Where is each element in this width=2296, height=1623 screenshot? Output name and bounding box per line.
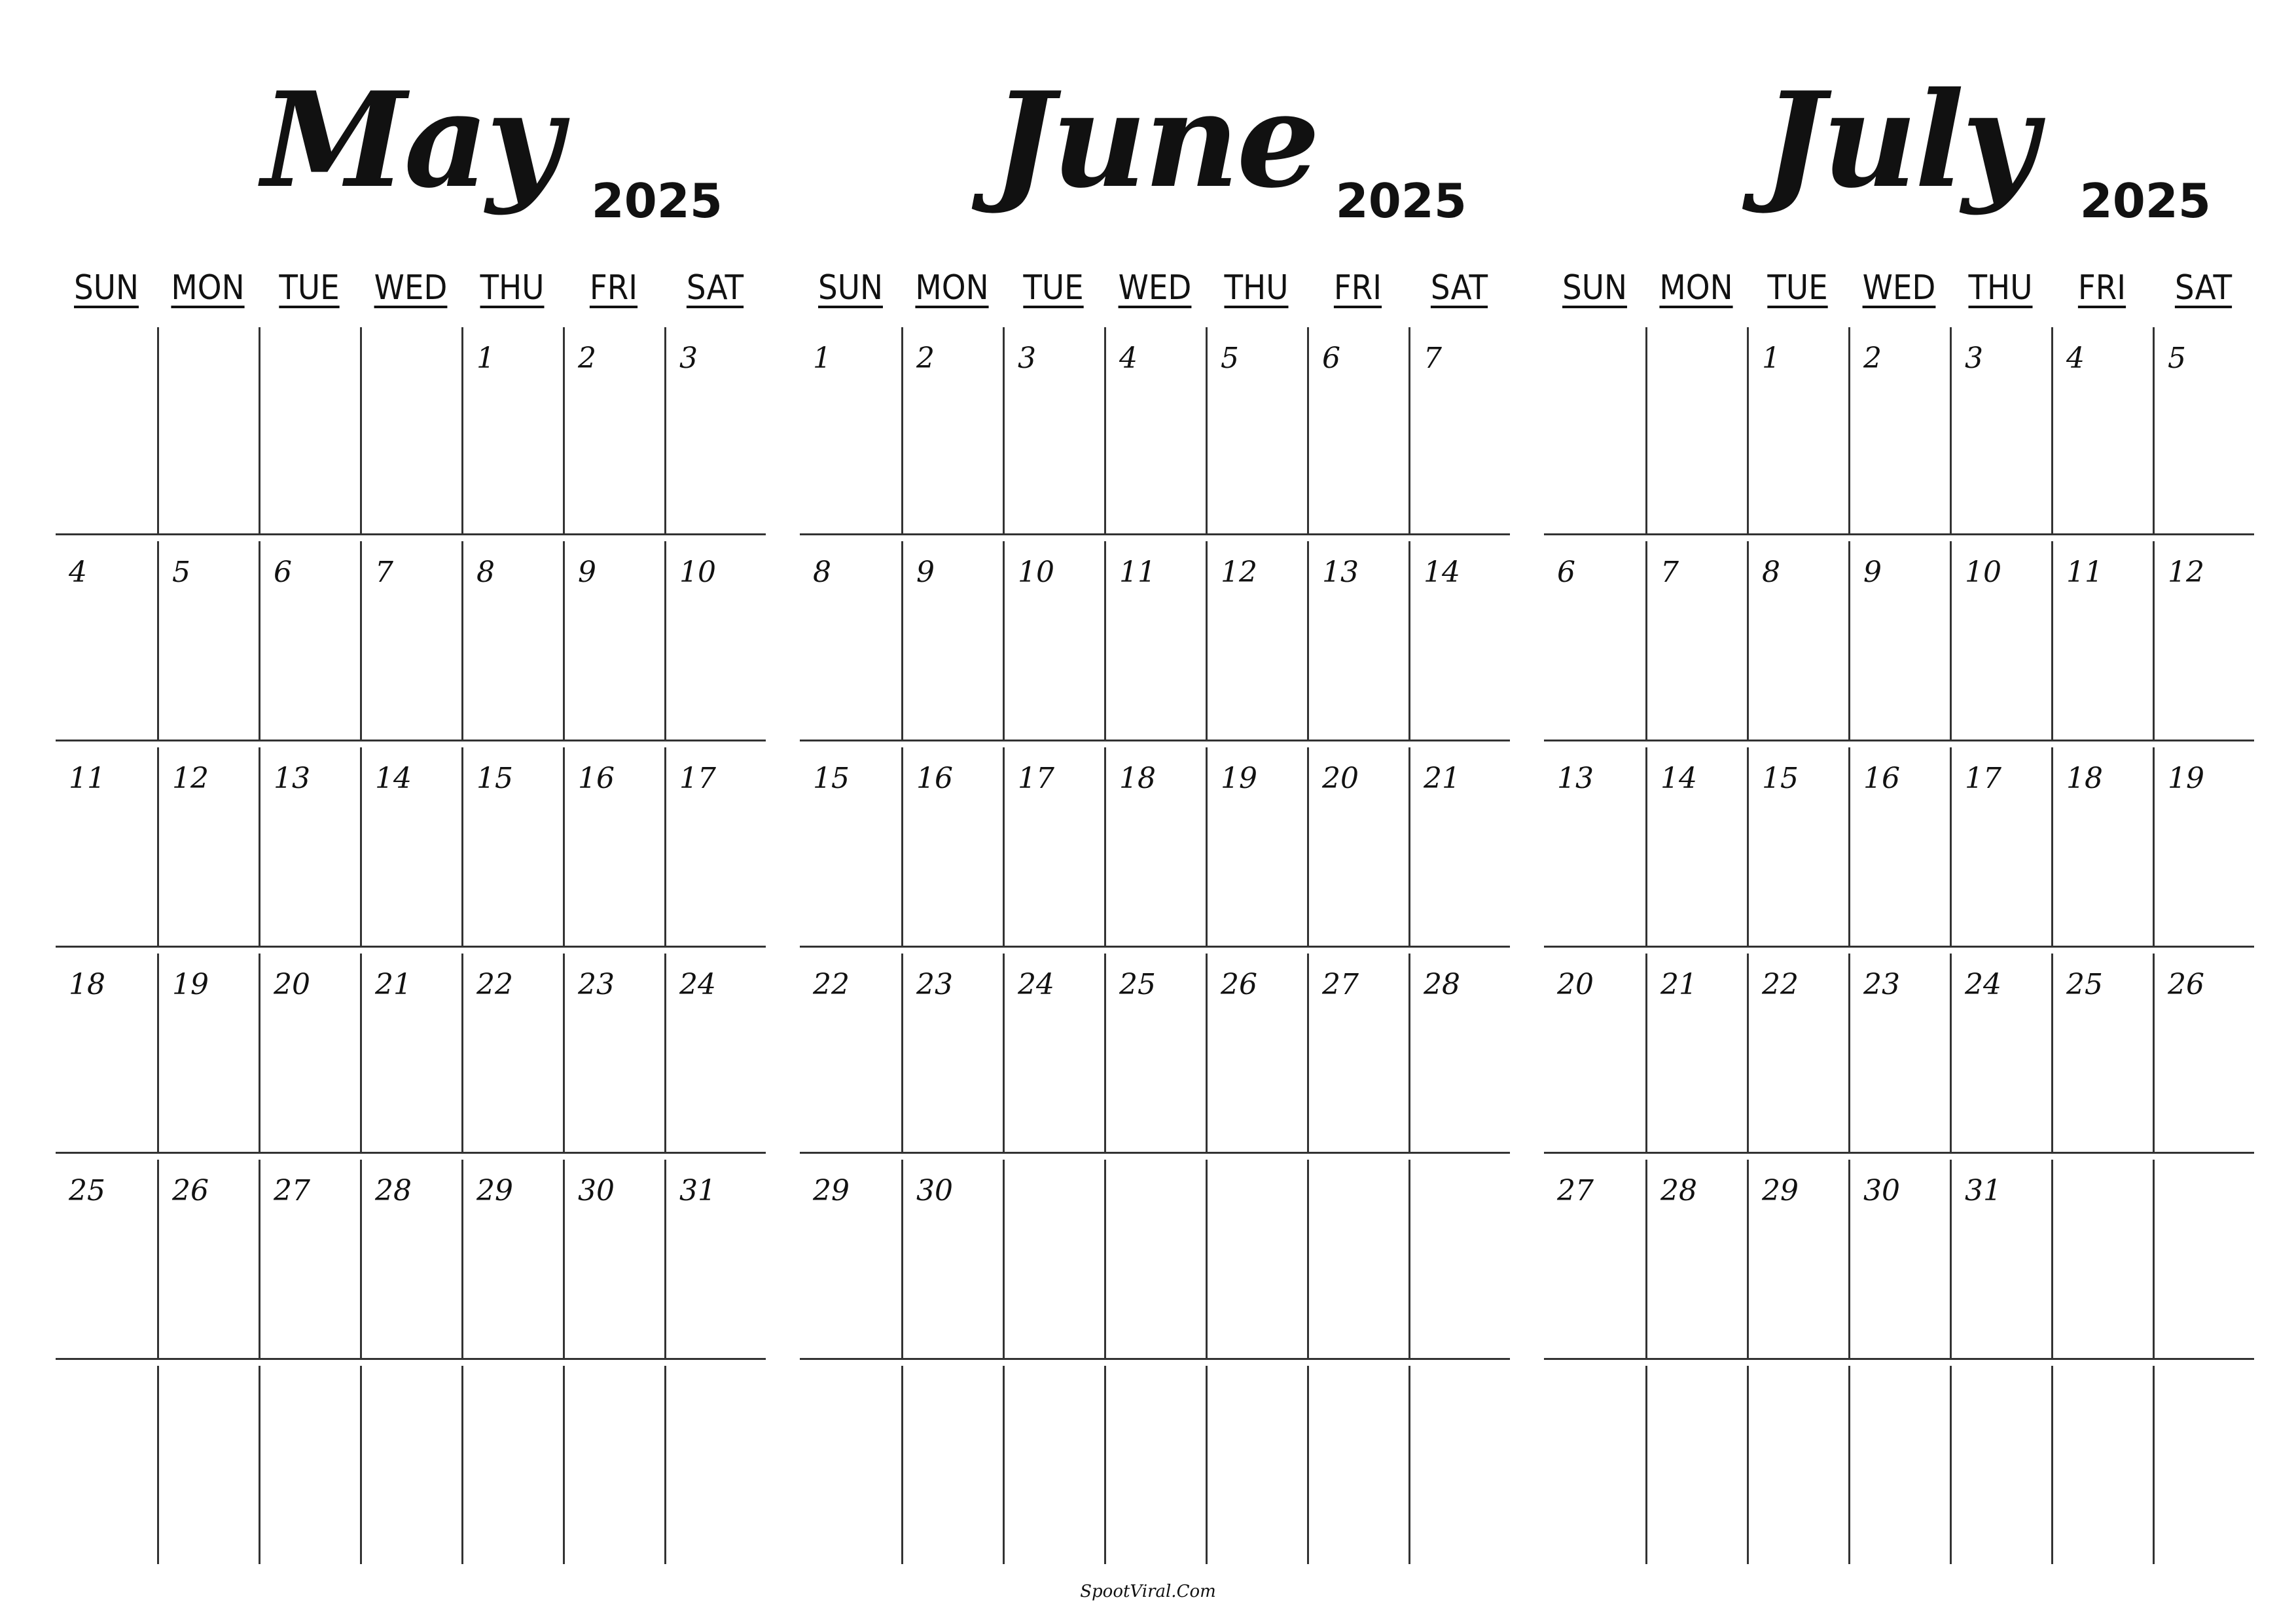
day-number: 25 — [69, 1174, 105, 1207]
day-number: 23 — [916, 968, 953, 1001]
day-cell[interactable] — [360, 1160, 461, 1358]
day-number: 18 — [1119, 762, 1156, 795]
day-cell[interactable] — [1544, 1366, 1645, 1564]
weekday-label: FRI — [589, 268, 638, 308]
day-number: 5 — [172, 556, 190, 589]
day-number: 13 — [274, 762, 310, 795]
weekday-wed — [1104, 265, 1206, 311]
day-cell[interactable] — [1408, 1366, 1510, 1564]
day-cell[interactable] — [2051, 327, 2153, 533]
day-cell[interactable] — [259, 747, 360, 946]
day-cell[interactable] — [157, 327, 259, 533]
weekday-wed — [1848, 265, 1950, 311]
weekday-label: MON — [171, 268, 245, 308]
day-cell[interactable] — [1307, 541, 1408, 740]
day-cell[interactable] — [2051, 954, 2153, 1152]
row-divider — [1544, 740, 2254, 741]
day-number: 8 — [476, 556, 495, 589]
day-cell[interactable] — [56, 327, 157, 533]
day-cell[interactable] — [1645, 327, 1747, 533]
day-cell[interactable] — [1307, 1366, 1408, 1564]
day-number: 1 — [1762, 342, 1780, 375]
day-cell[interactable] — [259, 954, 360, 1152]
weekday-label: FRI — [1333, 268, 1382, 308]
day-number: 7 — [1660, 556, 1679, 589]
day-cell[interactable] — [800, 327, 901, 533]
day-number: 10 — [1018, 556, 1054, 589]
day-cell[interactable] — [360, 1366, 461, 1564]
row-divider — [56, 946, 766, 948]
day-cell[interactable] — [56, 1160, 157, 1358]
weekday-tue — [1003, 265, 1104, 311]
month-title: May — [261, 63, 560, 217]
day-number: 20 — [274, 968, 310, 1001]
weekday-sat — [2153, 265, 2254, 311]
day-number: 29 — [1762, 1174, 1799, 1207]
day-cell[interactable] — [2153, 541, 2254, 740]
weekday-label: THU — [1968, 268, 2033, 308]
day-number: 15 — [476, 762, 513, 795]
day-cell[interactable] — [56, 954, 157, 1152]
day-cell[interactable] — [1747, 541, 1848, 740]
day-cell[interactable] — [1747, 1366, 1848, 1564]
day-cell[interactable] — [901, 747, 1003, 946]
day-cell[interactable] — [1848, 1160, 1950, 1358]
day-cell[interactable] — [1848, 541, 1950, 740]
day-cell[interactable] — [461, 541, 563, 740]
day-number: 26 — [2168, 968, 2204, 1001]
weekday-mon — [901, 265, 1003, 311]
day-number: 27 — [274, 1174, 310, 1207]
row-divider — [800, 740, 1510, 741]
weekday-fri — [1307, 265, 1408, 311]
day-cell[interactable] — [1104, 954, 1206, 1152]
day-cell[interactable] — [360, 747, 461, 946]
day-number: 15 — [813, 762, 850, 795]
day-cell[interactable] — [1645, 954, 1747, 1152]
day-cell[interactable] — [1544, 1160, 1645, 1358]
day-cell[interactable] — [259, 1160, 360, 1358]
day-cell[interactable] — [2153, 954, 2254, 1152]
day-cell[interactable] — [664, 747, 766, 946]
weekday-label: TUE — [1767, 268, 1828, 308]
day-number: 25 — [2066, 968, 2103, 1001]
day-number: 21 — [1424, 762, 1460, 795]
day-cell[interactable] — [563, 1160, 664, 1358]
weekday-label: MON — [1659, 268, 1733, 308]
row-divider — [1544, 1358, 2254, 1360]
day-number: 12 — [1221, 556, 1257, 589]
weekday-label: SUN — [74, 268, 139, 308]
weekday-label: WED — [1862, 268, 1936, 308]
day-cell[interactable] — [563, 747, 664, 946]
day-cell[interactable] — [1307, 747, 1408, 946]
day-number: 5 — [2168, 342, 2186, 375]
row-divider — [1544, 946, 2254, 948]
month-may — [56, 0, 766, 1623]
day-number: 3 — [1965, 342, 1983, 375]
day-cell[interactable] — [157, 954, 259, 1152]
day-number: 16 — [1863, 762, 1900, 795]
weekday-sat — [664, 265, 766, 311]
day-cell[interactable] — [1747, 1160, 1848, 1358]
day-cell[interactable] — [1544, 541, 1645, 740]
weekday-label: FRI — [2077, 268, 2126, 308]
day-cell[interactable] — [664, 327, 766, 533]
day-number: 4 — [1119, 342, 1138, 375]
day-cell[interactable] — [1206, 1160, 1307, 1358]
month-title: July — [1763, 63, 2036, 217]
day-number: 4 — [69, 556, 87, 589]
weekday-label: TUE — [279, 268, 340, 308]
day-number: 2 — [1863, 342, 1882, 375]
weekday-header — [800, 265, 1510, 317]
day-cell[interactable] — [1950, 327, 2051, 533]
day-cell[interactable] — [360, 541, 461, 740]
day-number: 18 — [2066, 762, 2103, 795]
row-divider — [800, 946, 1510, 948]
day-cell[interactable] — [259, 1366, 360, 1564]
month-june — [800, 0, 1510, 1623]
day-cell[interactable] — [157, 1366, 259, 1564]
day-cell[interactable] — [2051, 1160, 2153, 1358]
weekday-thu — [1950, 265, 2051, 311]
weekday-sun — [800, 265, 901, 311]
day-cell[interactable] — [1307, 327, 1408, 533]
day-number: 21 — [1660, 968, 1697, 1001]
day-number: 14 — [375, 762, 412, 795]
month-year: 2025 — [1335, 173, 1467, 228]
day-cell[interactable] — [1950, 747, 2051, 946]
day-number: 6 — [1322, 342, 1340, 375]
day-number: 24 — [1965, 968, 2001, 1001]
day-cell[interactable] — [563, 541, 664, 740]
day-cell[interactable] — [1104, 1160, 1206, 1358]
day-number: 10 — [679, 556, 716, 589]
day-number: 2 — [916, 342, 935, 375]
day-cell[interactable] — [800, 541, 901, 740]
day-cell[interactable] — [800, 1366, 901, 1564]
day-cell[interactable] — [1848, 747, 1950, 946]
day-grid — [1544, 327, 2254, 1571]
day-number: 11 — [69, 762, 105, 795]
day-cell[interactable] — [1950, 1160, 2051, 1358]
day-number: 21 — [375, 968, 412, 1001]
day-number: 19 — [1221, 762, 1257, 795]
day-cell[interactable] — [1206, 541, 1307, 740]
day-cell[interactable] — [1003, 747, 1104, 946]
day-number: 17 — [1965, 762, 2001, 795]
row-divider — [800, 1358, 1510, 1360]
day-cell[interactable] — [56, 1366, 157, 1564]
day-cell[interactable] — [1104, 747, 1206, 946]
day-cell[interactable] — [1104, 327, 1206, 533]
day-cell[interactable] — [1206, 747, 1307, 946]
weekday-sun — [56, 265, 157, 311]
day-number: 5 — [1221, 342, 1239, 375]
month-title: June — [992, 63, 1318, 217]
day-cell[interactable] — [1747, 954, 1848, 1152]
day-cell[interactable] — [1206, 954, 1307, 1152]
day-number: 26 — [1221, 968, 1257, 1001]
day-number: 16 — [578, 762, 615, 795]
row-divider — [56, 1152, 766, 1154]
month-july — [1544, 0, 2254, 1623]
weekday-label: THU — [480, 268, 545, 308]
day-cell[interactable] — [1307, 954, 1408, 1152]
day-number: 12 — [2168, 556, 2204, 589]
day-number: 8 — [813, 556, 831, 589]
day-cell[interactable] — [2153, 327, 2254, 533]
weekday-sun — [1544, 265, 1645, 311]
day-cell[interactable] — [1003, 1366, 1104, 1564]
day-cell[interactable] — [1645, 1366, 1747, 1564]
day-number: 17 — [1018, 762, 1054, 795]
day-cell[interactable] — [461, 747, 563, 946]
weekday-label: THU — [1224, 268, 1289, 308]
day-number: 23 — [1863, 968, 1900, 1001]
day-cell[interactable] — [1003, 954, 1104, 1152]
weekday-label: MON — [915, 268, 989, 308]
day-number: 25 — [1119, 968, 1156, 1001]
weekday-label: TUE — [1023, 268, 1084, 308]
weekday-mon — [1645, 265, 1747, 311]
day-cell[interactable] — [664, 541, 766, 740]
day-cell[interactable] — [1408, 747, 1510, 946]
day-number: 1 — [813, 342, 831, 375]
day-cell[interactable] — [360, 327, 461, 533]
day-number: 4 — [2066, 342, 2085, 375]
day-cell[interactable] — [461, 954, 563, 1152]
day-cell[interactable] — [901, 1366, 1003, 1564]
row-divider — [800, 533, 1510, 535]
weekday-label: SUN — [818, 268, 883, 308]
day-cell[interactable] — [1950, 541, 2051, 740]
row-divider — [1544, 1152, 2254, 1154]
day-cell[interactable] — [1206, 327, 1307, 533]
day-number: 8 — [1762, 556, 1780, 589]
day-cell[interactable] — [901, 954, 1003, 1152]
row-divider — [56, 740, 766, 741]
day-number: 22 — [1762, 968, 1799, 1001]
day-cell[interactable] — [563, 327, 664, 533]
day-number: 3 — [679, 342, 698, 375]
day-number: 23 — [578, 968, 615, 1001]
day-number: 31 — [679, 1174, 716, 1207]
row-divider — [800, 1152, 1510, 1154]
day-number: 17 — [679, 762, 716, 795]
day-cell[interactable] — [1950, 954, 2051, 1152]
day-number: 7 — [1424, 342, 1442, 375]
day-cell[interactable] — [1645, 1160, 1747, 1358]
day-number: 27 — [1557, 1174, 1594, 1207]
weekday-label: SUN — [1562, 268, 1627, 308]
day-cell[interactable] — [1848, 327, 1950, 533]
month-year: 2025 — [591, 173, 723, 228]
day-number: 13 — [1322, 556, 1359, 589]
day-cell[interactable] — [1645, 747, 1747, 946]
weekday-label: SAT — [1430, 268, 1488, 308]
weekday-tue — [1747, 265, 1848, 311]
day-cell[interactable] — [2153, 1160, 2254, 1358]
weekday-label: SAT — [686, 268, 744, 308]
day-cell[interactable] — [1544, 954, 1645, 1152]
day-number: 30 — [578, 1174, 615, 1207]
day-number: 24 — [1018, 968, 1054, 1001]
day-number: 29 — [476, 1174, 513, 1207]
day-number: 11 — [1119, 556, 1156, 589]
day-number: 12 — [172, 762, 209, 795]
day-number: 22 — [476, 968, 513, 1001]
day-number: 11 — [2066, 556, 2103, 589]
month-year: 2025 — [2079, 173, 2211, 228]
day-cell[interactable] — [461, 327, 563, 533]
day-cell[interactable] — [360, 954, 461, 1152]
day-cell[interactable] — [1848, 954, 1950, 1152]
day-cell[interactable] — [56, 541, 157, 740]
weekday-fri — [563, 265, 664, 311]
day-cell[interactable] — [1408, 541, 1510, 740]
day-number: 9 — [578, 556, 596, 589]
weekday-thu — [1206, 265, 1307, 311]
day-number: 28 — [375, 1174, 412, 1207]
day-cell[interactable] — [1408, 327, 1510, 533]
day-cell[interactable] — [2153, 1366, 2254, 1564]
day-number: 3 — [1018, 342, 1036, 375]
weekday-label: SAT — [2174, 268, 2233, 308]
day-cell[interactable] — [259, 541, 360, 740]
day-cell[interactable] — [2051, 747, 2153, 946]
day-cell[interactable] — [664, 954, 766, 1152]
day-number: 18 — [69, 968, 105, 1001]
day-number: 19 — [2168, 762, 2204, 795]
day-cell[interactable] — [1003, 541, 1104, 740]
day-number: 6 — [1557, 556, 1575, 589]
day-number: 13 — [1557, 762, 1594, 795]
day-cell[interactable] — [664, 1366, 766, 1564]
day-number: 24 — [679, 968, 716, 1001]
day-cell[interactable] — [2153, 747, 2254, 946]
day-number: 31 — [1965, 1174, 2001, 1207]
row-divider — [56, 533, 766, 535]
day-number: 27 — [1322, 968, 1359, 1001]
weekday-fri — [2051, 265, 2153, 311]
day-number: 14 — [1660, 762, 1697, 795]
weekday-mon — [157, 265, 259, 311]
day-cell[interactable] — [901, 1160, 1003, 1358]
day-cell[interactable] — [1206, 1366, 1307, 1564]
day-cell[interactable] — [1544, 327, 1645, 533]
day-cell[interactable] — [1307, 1160, 1408, 1358]
day-number: 30 — [1863, 1174, 1900, 1207]
weekday-tue — [259, 265, 360, 311]
day-cell[interactable] — [1408, 1160, 1510, 1358]
day-cell[interactable] — [563, 1366, 664, 1564]
day-number: 14 — [1424, 556, 1460, 589]
row-divider — [1544, 533, 2254, 535]
weekday-label: WED — [374, 268, 448, 308]
day-cell[interactable] — [1747, 327, 1848, 533]
day-grid — [800, 327, 1510, 1571]
day-cell[interactable] — [461, 1366, 563, 1564]
day-number: 30 — [916, 1174, 953, 1207]
day-cell[interactable] — [1848, 1366, 1950, 1564]
day-cell[interactable] — [2051, 1366, 2153, 1564]
day-number: 6 — [274, 556, 292, 589]
day-cell[interactable] — [1104, 541, 1206, 740]
day-number: 19 — [172, 968, 209, 1001]
day-number: 28 — [1424, 968, 1460, 1001]
day-grid — [56, 327, 766, 1571]
day-cell[interactable] — [901, 541, 1003, 740]
day-number: 1 — [476, 342, 495, 375]
day-number: 29 — [813, 1174, 850, 1207]
day-cell[interactable] — [56, 747, 157, 946]
day-number: 16 — [916, 762, 953, 795]
day-number: 20 — [1557, 968, 1594, 1001]
day-cell[interactable] — [901, 327, 1003, 533]
day-cell[interactable] — [2051, 541, 2153, 740]
day-cell[interactable] — [157, 747, 259, 946]
day-number: 9 — [916, 556, 935, 589]
day-cell[interactable] — [461, 1160, 563, 1358]
day-number: 10 — [1965, 556, 2001, 589]
day-cell[interactable] — [157, 1160, 259, 1358]
weekday-header — [1544, 265, 2254, 317]
weekday-label: WED — [1118, 268, 1192, 308]
day-number: 2 — [578, 342, 596, 375]
day-cell[interactable] — [1104, 1366, 1206, 1564]
day-number: 22 — [813, 968, 850, 1001]
day-cell[interactable] — [1003, 1160, 1104, 1358]
day-cell[interactable] — [664, 1160, 766, 1358]
day-cell[interactable] — [157, 541, 259, 740]
day-number: 7 — [375, 556, 393, 589]
day-number: 26 — [172, 1174, 209, 1207]
weekday-wed — [360, 265, 461, 311]
weekday-sat — [1408, 265, 1510, 311]
day-number: 28 — [1660, 1174, 1697, 1207]
day-number: 15 — [1762, 762, 1799, 795]
day-cell[interactable] — [1747, 747, 1848, 946]
day-cell[interactable] — [259, 327, 360, 533]
footer-credit: SpootViral.Com — [1080, 1582, 1216, 1601]
day-cell[interactable] — [1544, 747, 1645, 946]
weekday-header — [56, 265, 766, 317]
day-cell[interactable] — [800, 954, 901, 1152]
day-number: 9 — [1863, 556, 1882, 589]
day-cell[interactable] — [800, 747, 901, 946]
day-cell[interactable] — [1950, 1366, 2051, 1564]
day-number: 20 — [1322, 762, 1359, 795]
day-cell[interactable] — [563, 954, 664, 1152]
day-cell[interactable] — [1003, 327, 1104, 533]
row-divider — [56, 1358, 766, 1360]
day-cell[interactable] — [800, 1160, 901, 1358]
day-cell[interactable] — [1645, 541, 1747, 740]
weekday-thu — [461, 265, 563, 311]
day-cell[interactable] — [1408, 954, 1510, 1152]
